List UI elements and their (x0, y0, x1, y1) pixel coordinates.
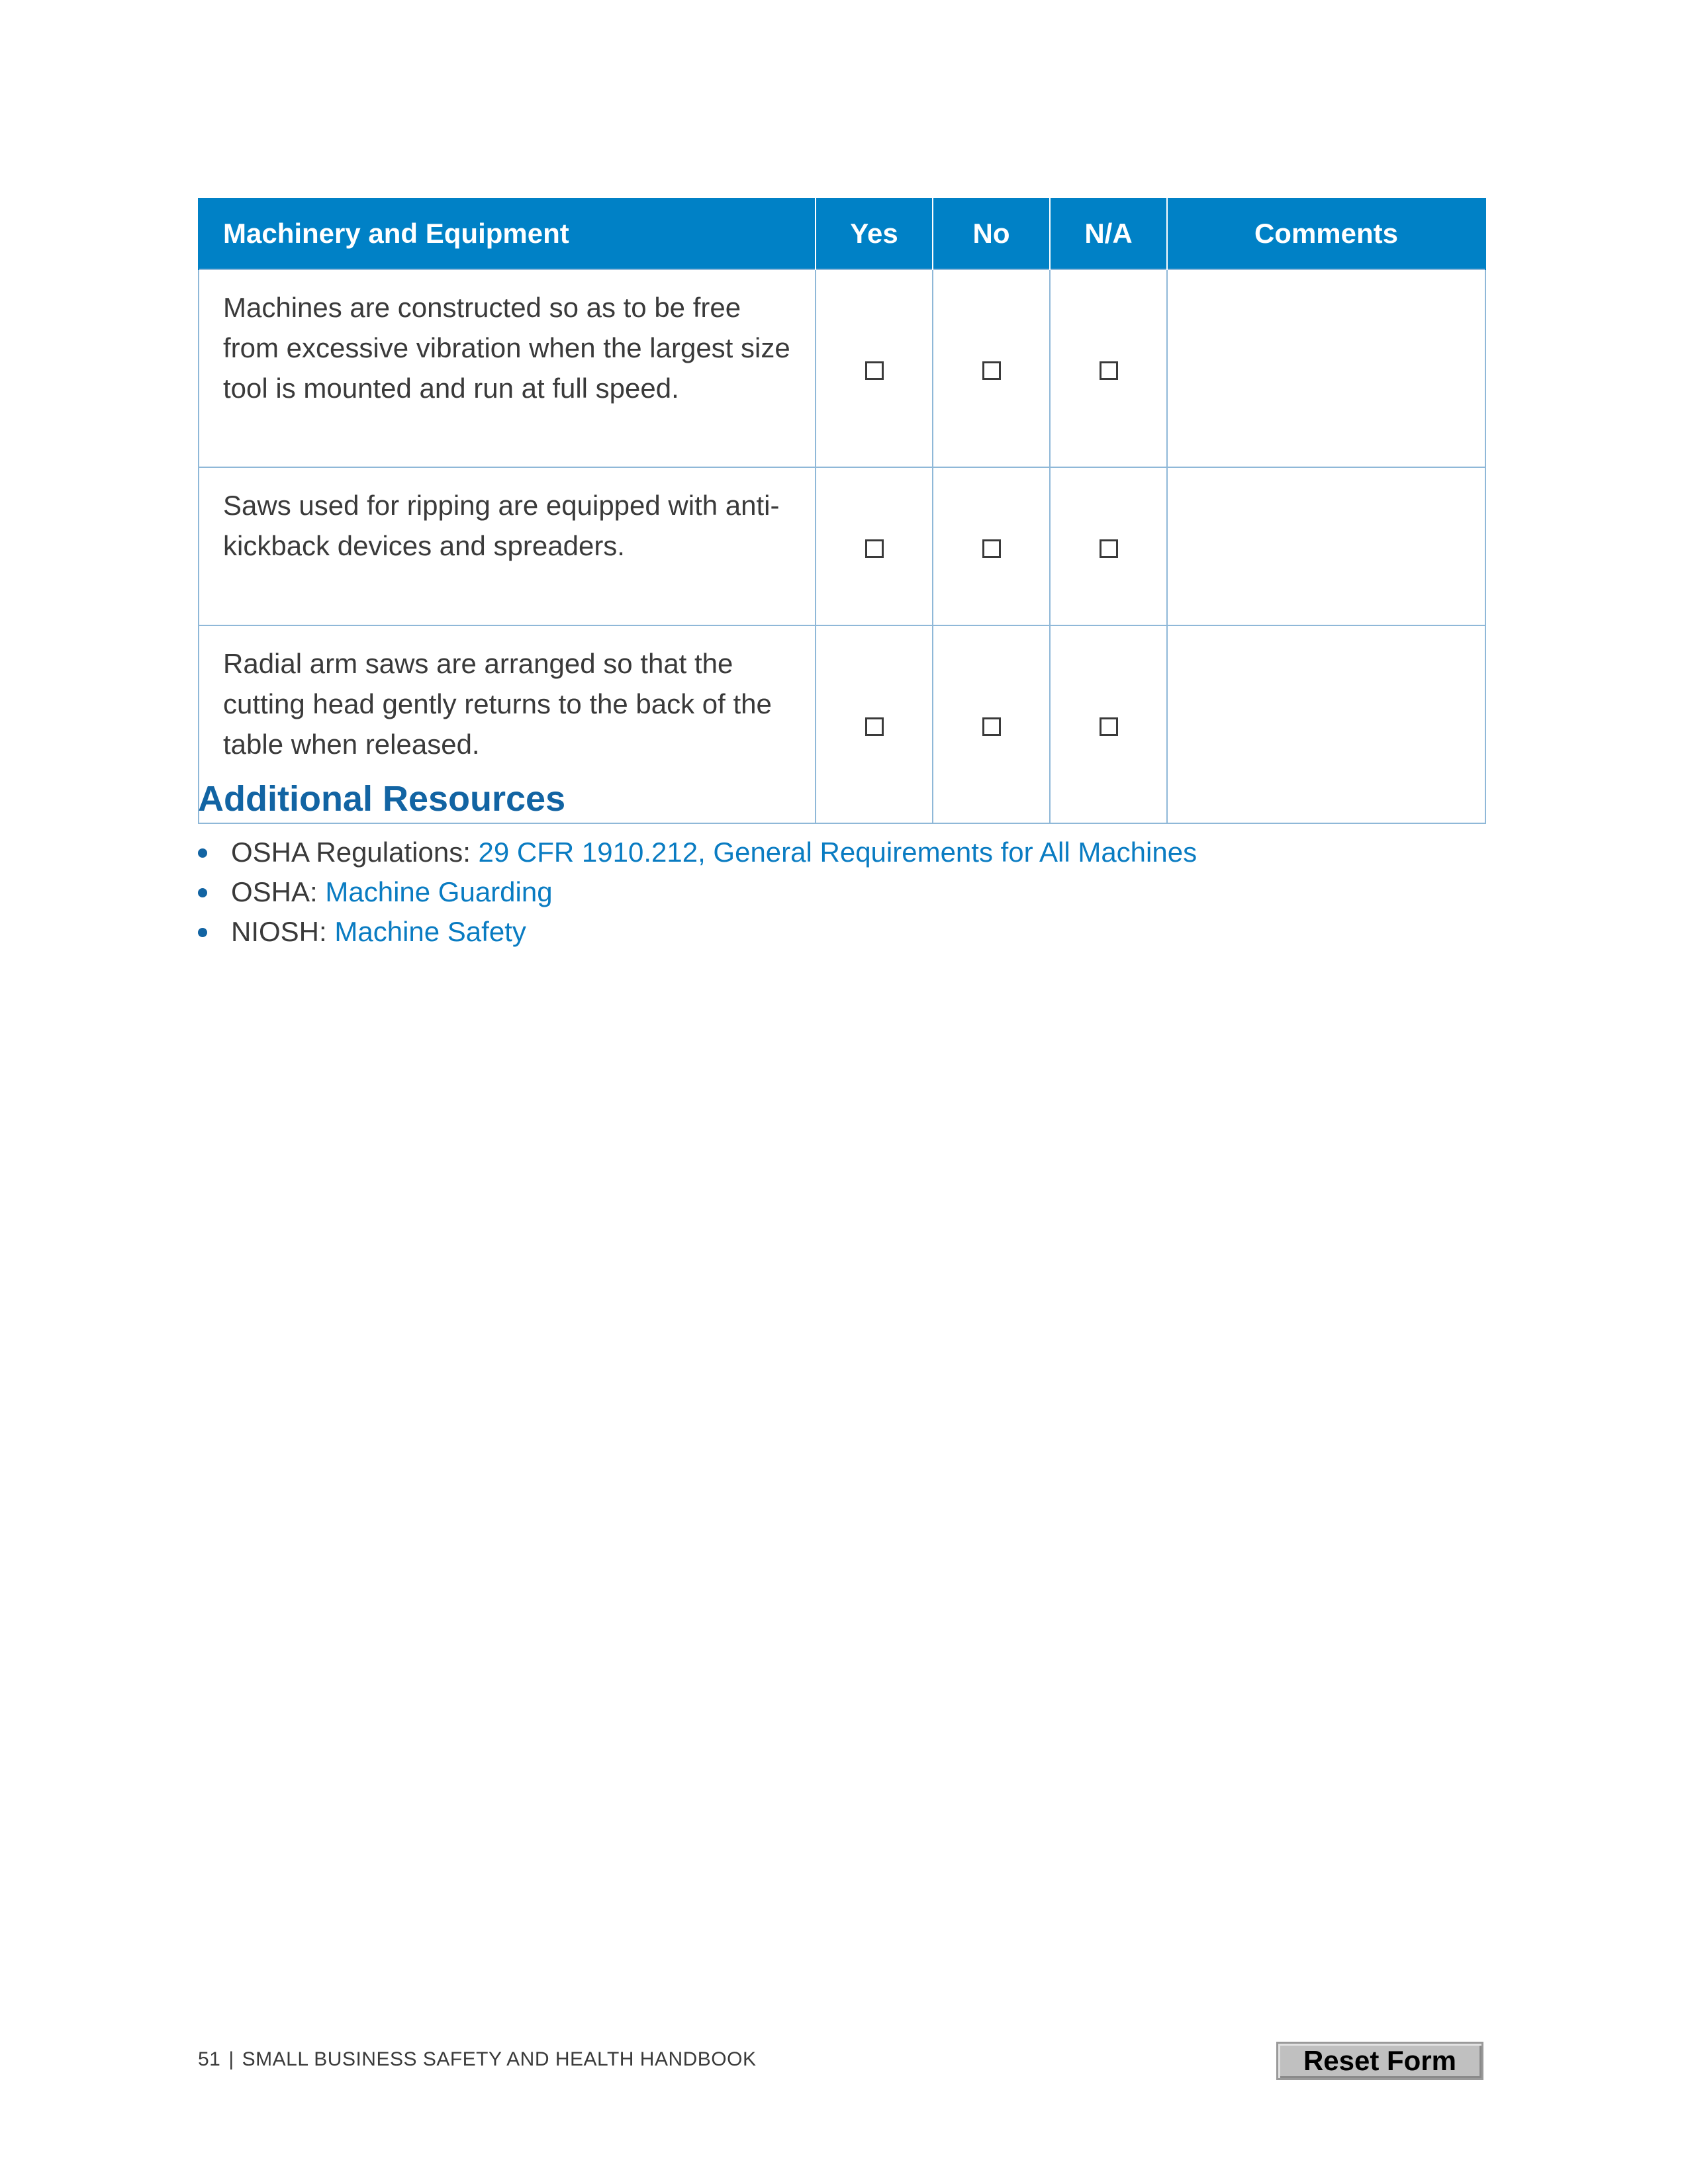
table-row (199, 467, 1485, 625)
resource-source-label: OSHA Regulations: (231, 837, 479, 868)
row-item-text: Saws used for ripping are equipped with anti-kickback devices and spreaders. (199, 467, 816, 625)
resource-source-label: NIOSH: (231, 916, 335, 947)
yes-checkbox-icon[interactable] (865, 539, 884, 558)
row-item-text: Radial arm saws are arranged so that the cutting head gently returns to the back of the table when released. (199, 625, 816, 823)
na-cell (1050, 467, 1167, 625)
no-checkbox-icon[interactable] (982, 539, 1001, 558)
resource-link-machine-guarding[interactable]: Machine Guarding (325, 876, 553, 907)
header-na: N/A (1050, 198, 1167, 269)
resource-source-label: OSHA: (231, 876, 326, 907)
row-item-text: Machines are constructed so as to be free from excessive vibration when the largest size tool is mounted and run at full speed. (199, 269, 816, 467)
header-no: No (933, 198, 1050, 269)
comments-cell[interactable] (1167, 467, 1485, 625)
resources-list (198, 833, 1197, 952)
no-cell (933, 625, 1050, 823)
na-cell (1050, 269, 1167, 467)
yes-cell (816, 467, 933, 625)
reset-form-button[interactable]: Reset Form (1276, 2042, 1483, 2080)
page-footer (198, 2046, 757, 2073)
header-comments: Comments (1167, 198, 1485, 269)
page-number: 51 (198, 2048, 221, 2070)
yes-checkbox-icon[interactable] (865, 717, 884, 736)
no-checkbox-icon[interactable] (982, 361, 1001, 380)
yes-cell (816, 269, 933, 467)
na-checkbox-icon[interactable] (1100, 361, 1118, 380)
na-checkbox-icon[interactable] (1100, 539, 1118, 558)
comments-cell[interactable] (1167, 625, 1485, 823)
footer-title: SMALL BUSINESS SAFETY AND HEALTH HANDBOOK (242, 2048, 757, 2070)
list-item (198, 872, 1197, 912)
yes-cell (816, 625, 933, 823)
no-cell (933, 269, 1050, 467)
header-yes: Yes (816, 198, 933, 269)
no-cell (933, 467, 1050, 625)
table-row (199, 269, 1485, 467)
machinery-checklist-table (198, 198, 1486, 824)
bullet-icon (198, 888, 207, 897)
bullet-icon (198, 848, 207, 858)
additional-resources-heading: Additional Resources (198, 779, 566, 819)
comments-cell[interactable] (1167, 269, 1485, 467)
table-header-row (199, 198, 1485, 269)
na-cell (1050, 625, 1167, 823)
list-item (198, 912, 1197, 952)
list-item (198, 833, 1197, 872)
no-checkbox-icon[interactable] (982, 717, 1001, 736)
bullet-icon (198, 928, 207, 937)
yes-checkbox-icon[interactable] (865, 361, 884, 380)
na-checkbox-icon[interactable] (1100, 717, 1118, 736)
resource-link-machine-safety[interactable]: Machine Safety (334, 916, 526, 947)
header-item: Machinery and Equipment (199, 198, 816, 269)
footer-separator: | (228, 2048, 234, 2070)
resource-link-cfr-1910-212[interactable]: 29 CFR 1910.212, General Requirements for All Machines (478, 837, 1197, 868)
